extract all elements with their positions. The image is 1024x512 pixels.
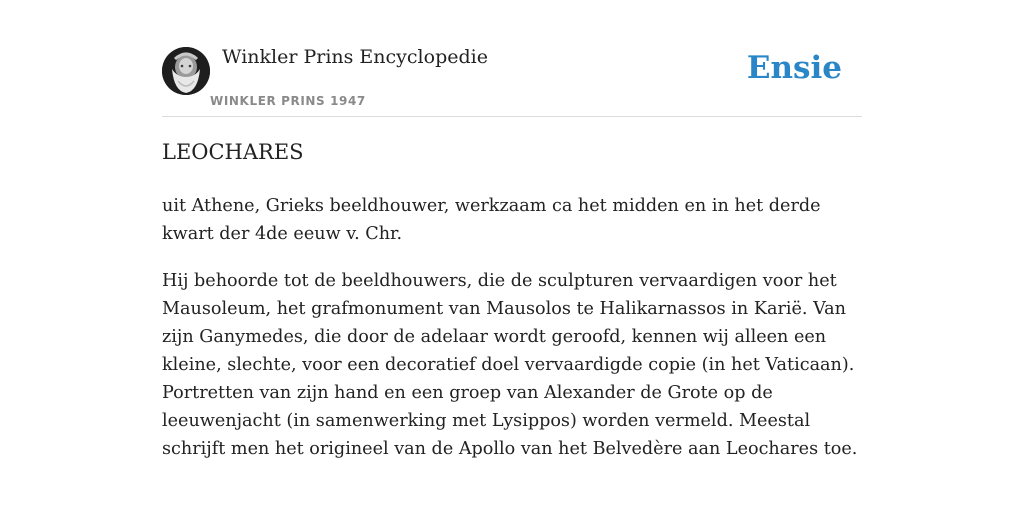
avatar[interactable]	[162, 47, 210, 95]
header	[162, 44, 862, 117]
source-name[interactable]: Winkler Prins Encyclopedie	[222, 46, 488, 68]
article-title: LEOCHARES	[162, 140, 304, 164]
article-body	[162, 192, 862, 482]
brand-logo[interactable]: Ensie	[746, 50, 842, 86]
article-paragraph: Hij behoorde tot de beeldhouwers, die de sculpturen vervaardigen voor het Mausoleum, het grafmonument van Mausolos te Halikarnassos in Karië. Van zijn Ganymedes, die door de adelaar wordt geroofd, kennen wij alleen een kleine, slechte, voor een decoratief doel vervaardigde copie (in het Vaticaan). Portretten van zijn hand en een groep van Alexander de Grote op de leeuwenjacht (in samenwerking met Lysippos) worden vermeld. Meestal schrijft men het origineel van de Apollo van het Belvedère aan Leochares toe.	[162, 271, 858, 459]
article-paragraph: uit Athene, Grieks beeldhouwer, werkzaam ca het midden en in het derde kwart der 4de eeuw v. Chr.	[162, 196, 821, 244]
portrait-icon	[162, 47, 210, 95]
edition-label[interactable]: WINKLER PRINS 1947	[210, 94, 366, 108]
